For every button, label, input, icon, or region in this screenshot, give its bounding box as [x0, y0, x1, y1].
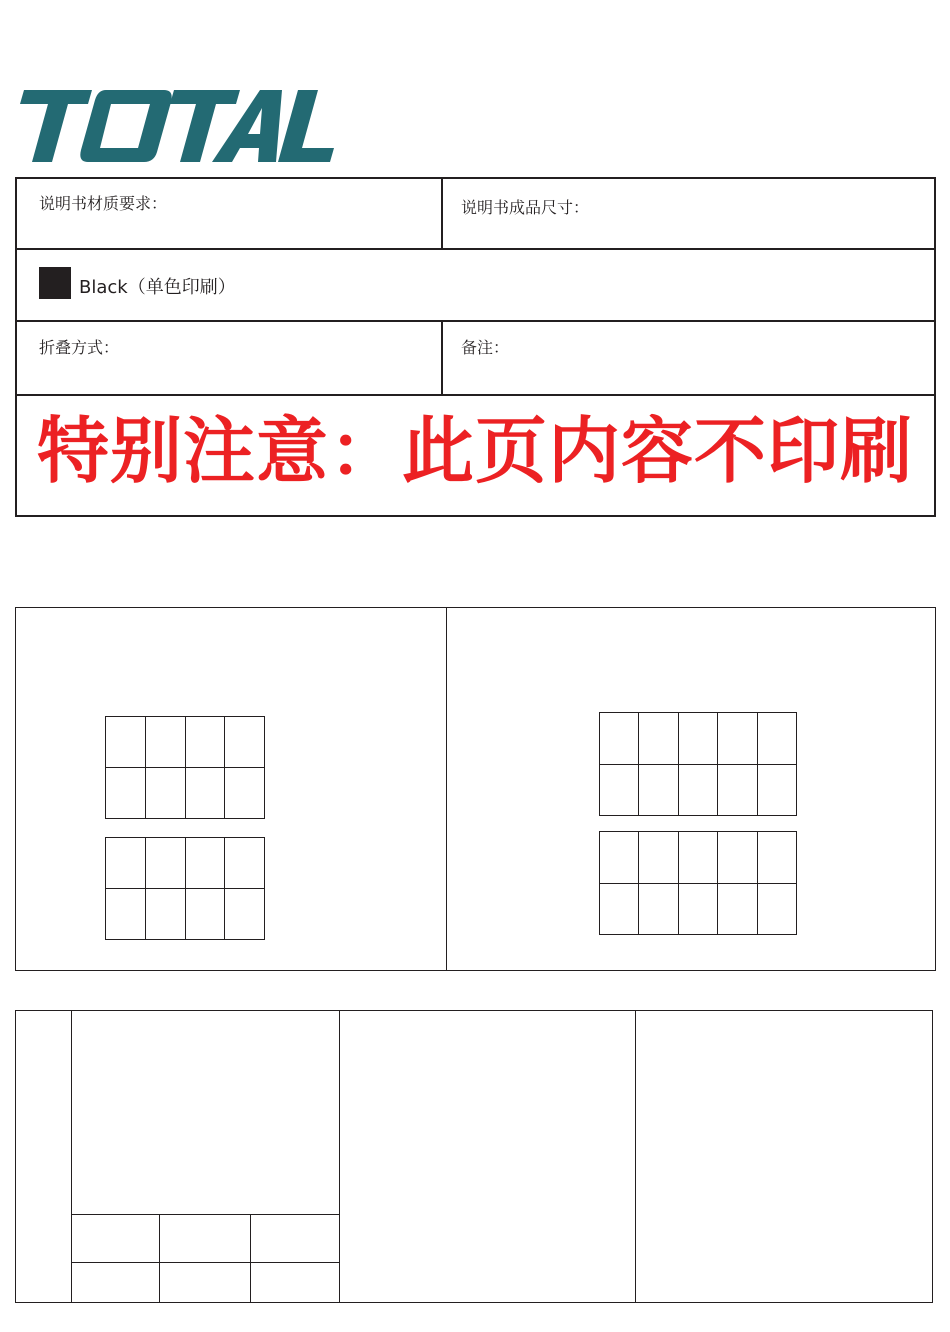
column-divider	[71, 1011, 72, 1302]
fold-panel-cell	[679, 713, 718, 765]
fold-panel-cell	[639, 765, 678, 817]
material-requirement-label: 说明书材质要求：	[39, 194, 168, 213]
fold-panel-cell	[186, 889, 226, 940]
fold-panel-cell	[718, 765, 757, 817]
fold-grid-right-bottom	[599, 831, 797, 935]
row-divider	[71, 1214, 339, 1215]
do-not-print-warning: 特别注意：此页内容不印刷	[37, 409, 914, 493]
fold-panel-cell	[600, 832, 639, 884]
remarks-label: 备注：	[461, 338, 510, 357]
fold-panel-cell	[146, 717, 186, 768]
fold-panel-cell	[758, 832, 797, 884]
column-divider	[635, 1011, 636, 1302]
row-divider	[17, 320, 934, 322]
fold-panel-cell	[186, 717, 226, 768]
fold-panel-cell	[639, 832, 678, 884]
fold-panel-cell	[225, 717, 265, 768]
fold-panel-cell	[186, 768, 226, 819]
fold-panel-cell	[600, 713, 639, 765]
black-color-swatch	[39, 267, 71, 299]
fold-panel-cell	[718, 884, 757, 936]
fold-panel-cell	[758, 713, 797, 765]
fold-grid-left-bottom	[105, 837, 265, 940]
fold-panel-cell	[106, 889, 146, 940]
fold-panel-cell	[758, 884, 797, 936]
fold-panel-cell	[600, 765, 639, 817]
fold-panel-cell	[718, 832, 757, 884]
fold-panel-cell	[225, 889, 265, 940]
fold-panel-cell	[146, 838, 186, 889]
column-divider	[339, 1011, 340, 1302]
fold-panel-cell	[679, 884, 718, 936]
fold-panel-cell	[225, 768, 265, 819]
fold-diagram-panel	[15, 607, 936, 971]
total-logo	[14, 88, 336, 166]
fold-method-label: 折叠方式：	[39, 338, 120, 357]
fold-panel-cell	[106, 768, 146, 819]
cell-divider	[250, 1214, 251, 1302]
fold-panel-cell	[600, 884, 639, 936]
panel-divider	[446, 608, 447, 970]
fold-panel-cell	[639, 713, 678, 765]
fold-panel-cell	[186, 838, 226, 889]
row-divider	[17, 394, 934, 396]
spec-table	[15, 177, 936, 517]
column-divider	[441, 179, 443, 250]
fold-panel-cell	[225, 838, 265, 889]
layout-grid-panel	[15, 1010, 933, 1303]
cell-divider	[159, 1214, 160, 1302]
row-divider	[71, 1262, 339, 1263]
fold-panel-cell	[106, 838, 146, 889]
fold-panel-cell	[639, 884, 678, 936]
fold-panel-cell	[146, 889, 186, 940]
fold-panel-cell	[679, 765, 718, 817]
column-divider	[441, 320, 443, 396]
fold-grid-right-top	[599, 712, 797, 816]
fold-grid-left-top	[105, 716, 265, 819]
print-color-label: Black（单色印刷）	[79, 277, 236, 298]
fold-panel-cell	[106, 717, 146, 768]
row-divider	[17, 248, 934, 250]
finished-size-label: 说明书成品尺寸：	[461, 198, 590, 217]
total-logo-mark	[14, 88, 336, 166]
fold-panel-cell	[146, 768, 186, 819]
fold-panel-cell	[758, 765, 797, 817]
fold-panel-cell	[679, 832, 718, 884]
fold-panel-cell	[718, 713, 757, 765]
